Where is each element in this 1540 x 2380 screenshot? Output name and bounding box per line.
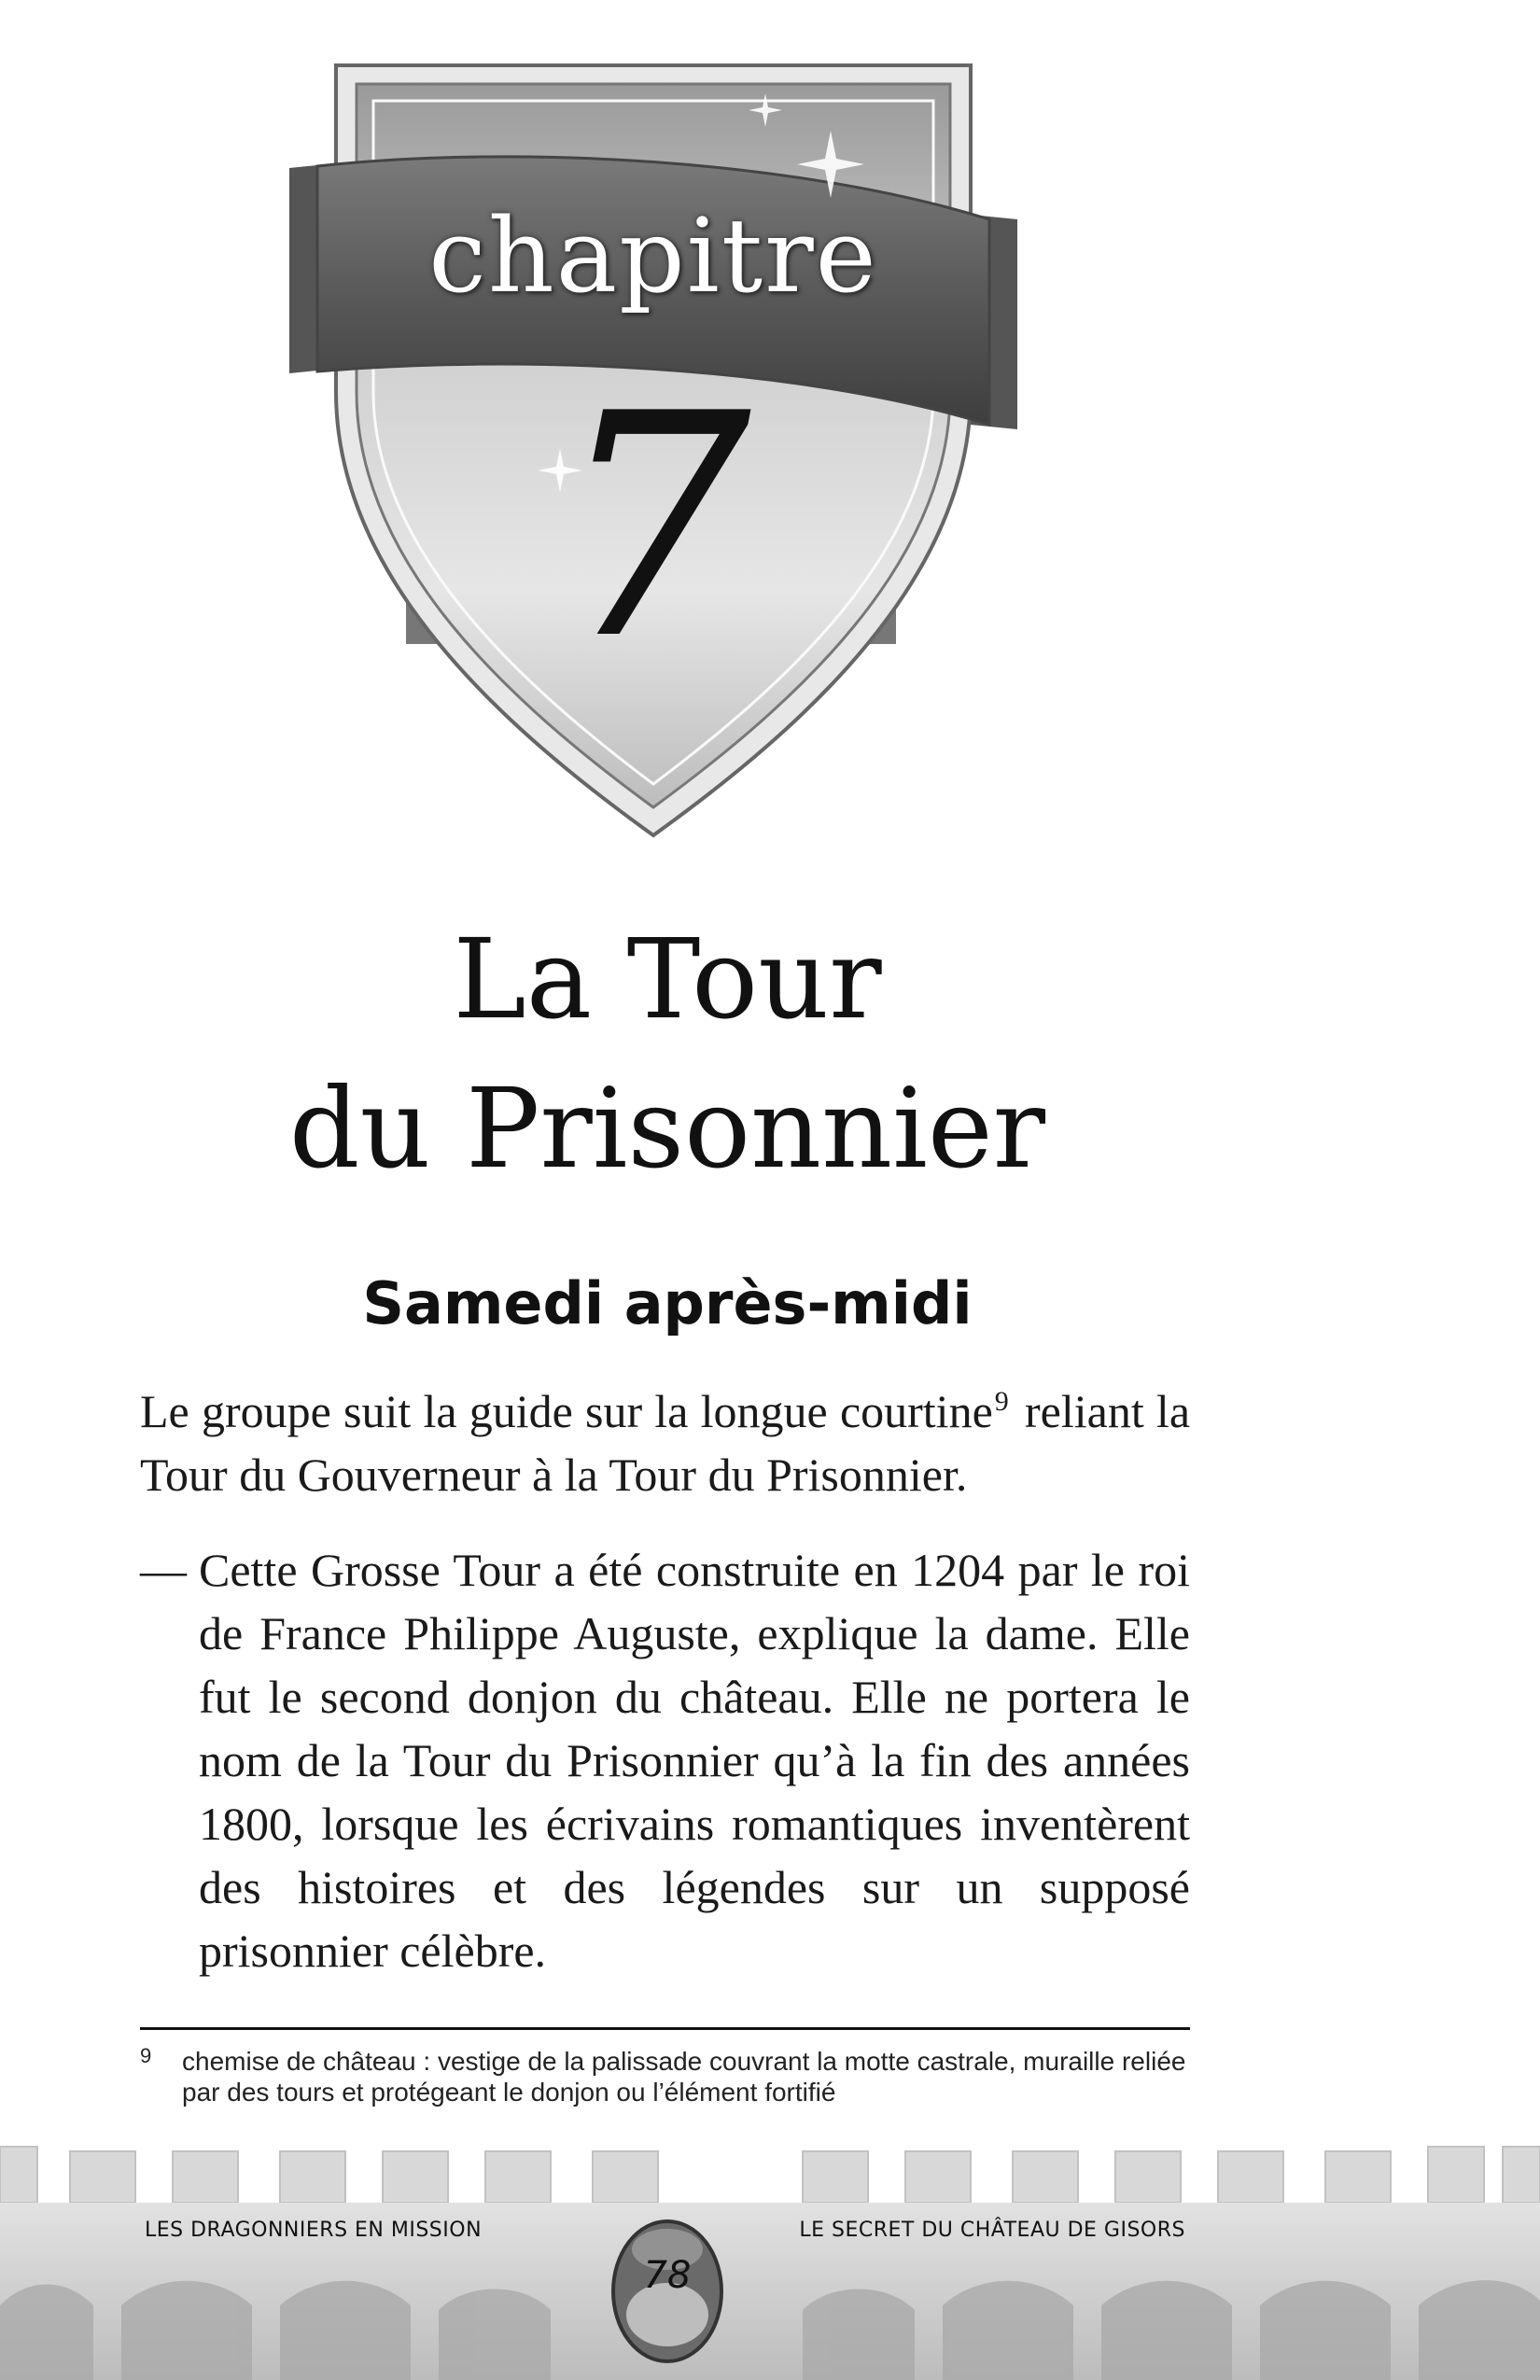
dialogue-text: Cette Grosse Tour a été construite en 1204 par le roi de France Philippe Auguste, explique la dame. Elle fut le second donjon du château. Elle ne portera le nom de la Tour du Prisonnier qu’à la fin des années 1800, lorsque les écrivains romantiques inventèrent des histoires et des légendes sur un supposé prisonnier célèbre.: [199, 1544, 1190, 1977]
page-number: 78: [643, 2254, 692, 2297]
dialogue-paragraph: [140, 1538, 1190, 1982]
footnote-number: 9: [140, 2044, 152, 2067]
footer-book-title: LE SECRET DU CHÂTEAU DE GISORS: [799, 2219, 1185, 2242]
page-footer: [0, 2128, 1540, 2380]
chapter-shield: [280, 56, 1027, 849]
section-subtitle: Samedi après-midi: [362, 1269, 973, 1337]
chapter-title-line1: La Tour: [453, 915, 882, 1043]
footer-series-title: LES DRAGONNIERS EN MISSION: [145, 2219, 483, 2242]
chapter-label: chapitre: [428, 196, 878, 315]
battlement-graphic: [0, 2128, 1540, 2380]
footnote: [140, 2046, 1190, 2107]
footnote-text: chemise de château : vestige de la palissade couvrant la motte castrale, muraille reliée par des tours et protégeant le donjon ou l’élément fortifié: [182, 2047, 1186, 2107]
chapter-number: 7: [555, 348, 751, 707]
paragraph-intro-end: reliant la Tour du Gouverneur à la Tour du Prisonnier.: [140, 1385, 1191, 1501]
dialogue-dash: —: [140, 1544, 187, 1596]
footnote-reference[interactable]: 9: [994, 1386, 1009, 1418]
paragraph-intro-start: Le groupe suit la guide sur la longue courtine: [140, 1385, 993, 1437]
footnote-divider: [140, 2027, 1190, 2030]
paragraph-intro: [140, 1379, 1190, 1506]
chapter-title-line2: du Prisonnier: [288, 1064, 1046, 1193]
